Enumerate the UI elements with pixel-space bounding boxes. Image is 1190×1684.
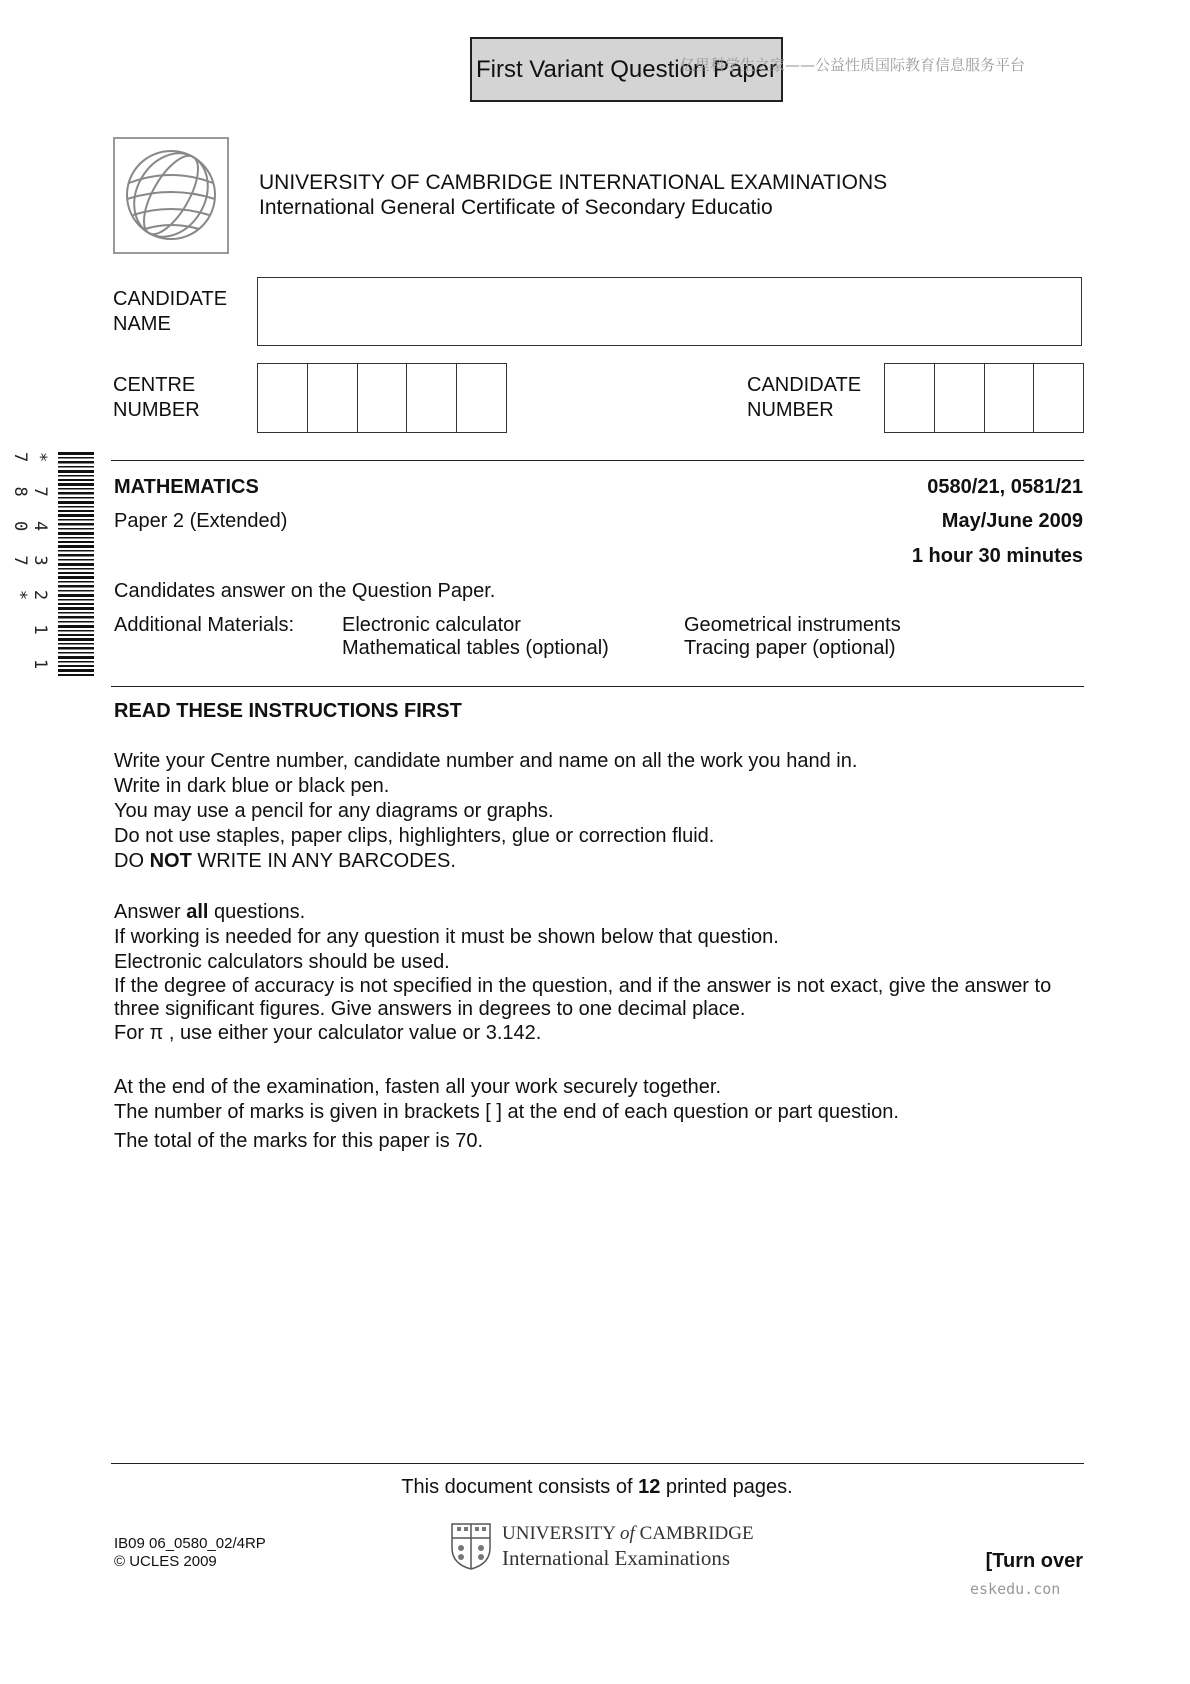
exam-session: May/June 2009	[941, 510, 1083, 532]
paper-reference: IB09 06_0580_02/4RP © UCLES 2009	[114, 1535, 266, 1570]
digit-cell[interactable]	[457, 364, 506, 432]
site-watermark: eskedu.con	[970, 1580, 1061, 1598]
candidate-name-label: CANDIDATE NAME	[113, 288, 228, 335]
barcode-digits: * 7 4 3 2 1 1 7 8 0 7 *	[10, 452, 50, 677]
globe-logo	[113, 137, 229, 254]
instructions-block-1: Write your Centre number, candidate number and name on all the work you hand in. Write in dark blue or black pen. You may use a pencil for any diagrams or graphs. Do not use staples, paper clips, highlighters, glue or correction fluid. DO NOT WRITE IN ANY BARCODES.	[114, 750, 858, 872]
materials-list-1: Electronic calculator Mathematical tables (optional)	[342, 614, 609, 659]
cambridge-wordmark: UNIVERSITY of CAMBRIDGE International Examinations	[502, 1523, 754, 1570]
digit-cell[interactable]	[358, 364, 408, 432]
subject: MATHEMATICS	[114, 476, 259, 498]
digit-cell[interactable]	[885, 364, 935, 432]
digit-cell[interactable]	[308, 364, 358, 432]
divider	[111, 460, 1084, 461]
cambridge-crest-icon	[450, 1522, 492, 1570]
barcode-icon	[58, 452, 94, 678]
globe-icon	[115, 139, 227, 252]
paper-title: Paper 2 (Extended)	[114, 510, 288, 532]
exam-duration: 1 hour 30 minutes	[911, 545, 1083, 567]
centre-number-label: CENTRE NUMBER	[113, 374, 200, 421]
digit-cell[interactable]	[407, 364, 457, 432]
candidate-number-field[interactable]	[884, 363, 1084, 433]
variant-label: First Variant Question Paper	[470, 37, 783, 102]
instructions-heading: READ THESE INSTRUCTIONS FIRST	[114, 700, 462, 722]
digit-cell[interactable]	[1034, 364, 1083, 432]
turn-over: [Turn over	[985, 1550, 1083, 1572]
watermark: 亿里科学生之家——公益性质国际教育信息服务平台	[680, 56, 1026, 74]
instructions-block-2: Answer all questions. If working is needed for any question it must be shown below that question. Electronic calculators should be used. If the degree of accuracy is not specified in the question, and if the answer is not exact, give the answer to three significant figures. Give answers in degrees to one decimal place. For π , use either your calculator value or 3.142.	[114, 901, 1052, 1044]
page-count: This document consists of 12 printed pages.	[401, 1476, 793, 1498]
answer-note: Candidates answer on the Question Paper.	[114, 580, 496, 602]
qualification-name: International General Certificate of Secondary Educatio	[259, 196, 773, 219]
materials-label: Additional Materials:	[114, 614, 295, 636]
materials-list-2: Geometrical instruments Tracing paper (optional)	[684, 614, 901, 659]
instructions-block-3: At the end of the examination, fasten all your work securely together. The number of marks is given in brackets [ ] at the end of each question or part question. The total of the marks for this paper is 70.	[114, 1076, 899, 1152]
candidate-number-label: CANDIDATE NUMBER	[747, 374, 862, 421]
digit-cell[interactable]	[935, 364, 985, 432]
centre-number-field[interactable]	[257, 363, 507, 433]
candidate-name-field[interactable]	[257, 277, 1082, 346]
paper-code: 0580/21, 0581/21	[927, 476, 1083, 498]
divider	[111, 686, 1084, 687]
digit-cell[interactable]	[985, 364, 1035, 432]
digit-cell[interactable]	[258, 364, 308, 432]
divider	[111, 1463, 1084, 1464]
board-name: UNIVERSITY OF CAMBRIDGE INTERNATIONAL EXAMINATIONS	[259, 171, 888, 194]
